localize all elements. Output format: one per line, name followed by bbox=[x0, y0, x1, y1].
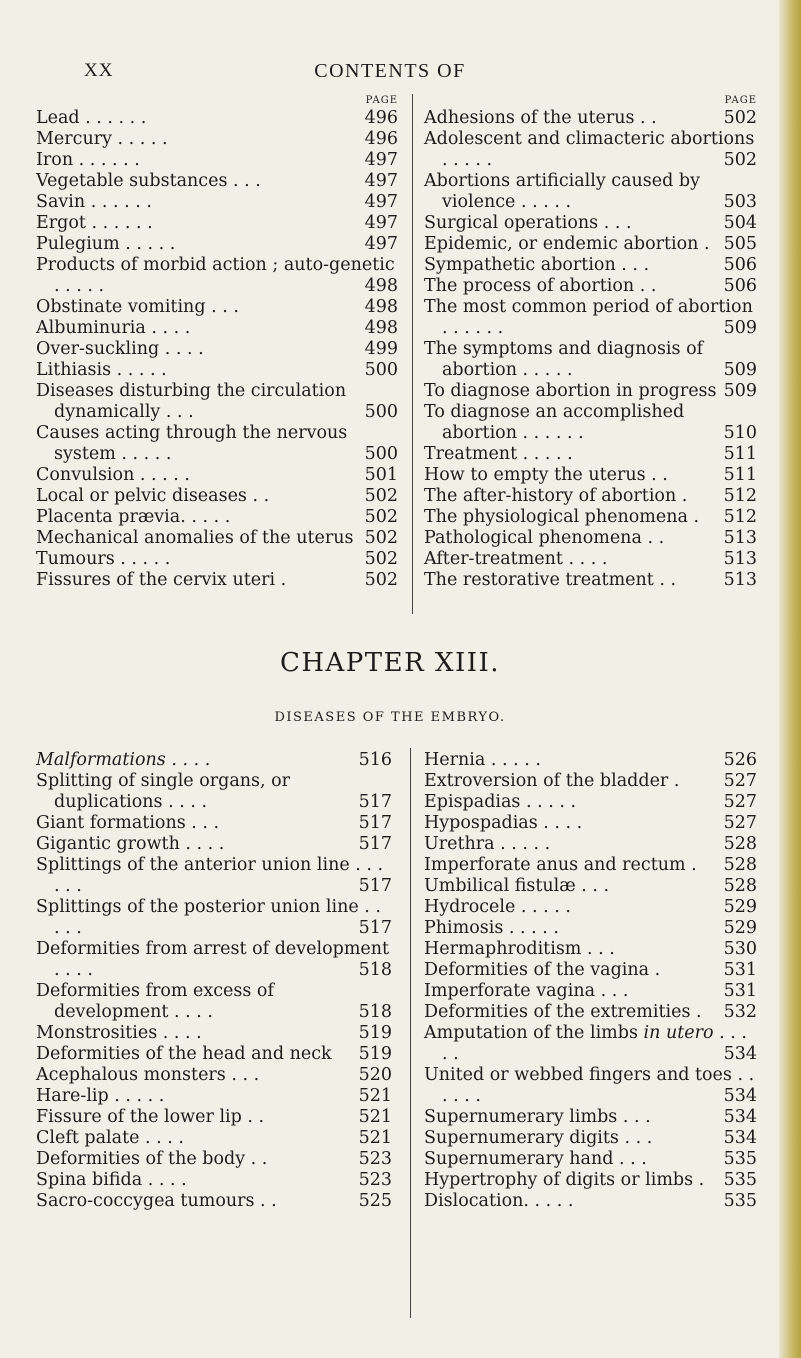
toc-page-number: 529 bbox=[723, 918, 757, 938]
toc-page-number: 500 bbox=[364, 444, 398, 464]
toc-page-number: 506 bbox=[723, 255, 757, 275]
toc-entry bbox=[36, 150, 398, 171]
toc-entry-title: Tumours . . . . . bbox=[36, 549, 171, 569]
toc-entry bbox=[36, 297, 398, 318]
toc-entry bbox=[36, 1128, 392, 1149]
toc-page-number: 535 bbox=[723, 1191, 757, 1211]
toc-entry-title: Abortions artificially caused by violence . . . . . bbox=[424, 171, 700, 212]
running-head bbox=[0, 60, 780, 90]
toc-entry-title: Supernumerary digits . . . bbox=[424, 1128, 653, 1148]
toc-entry-title: Causes acting through the nervous system . . . . . bbox=[36, 423, 348, 464]
toc-page-number: 528 bbox=[723, 876, 757, 896]
toc-page-number: 535 bbox=[723, 1170, 757, 1190]
toc-page-number: 512 bbox=[723, 507, 757, 527]
toc-entry-title: Pulegium . . . . . bbox=[36, 234, 176, 254]
toc-entry-title: Placenta prævia. . . . . bbox=[36, 507, 231, 527]
toc-entry-title: To diagnose abortion in progress bbox=[424, 381, 717, 401]
toc-entry-title: Supernumerary limbs . . . bbox=[424, 1107, 651, 1127]
toc-page-number: 535 bbox=[723, 1149, 757, 1169]
toc-entry bbox=[36, 213, 398, 234]
toc-entry-title: Deformities of the head and neck bbox=[36, 1044, 332, 1064]
toc-entry-title: Sympathetic abortion . . . bbox=[424, 255, 650, 275]
toc-entry bbox=[424, 234, 757, 255]
toc-entry-title: Hare-lip . . . . . bbox=[36, 1086, 165, 1106]
toc-entry-title: Surgical operations . . . bbox=[424, 213, 632, 233]
toc-page-number: 500 bbox=[364, 402, 398, 422]
toc-entry bbox=[36, 750, 392, 771]
toc-page-number: 518 bbox=[358, 1002, 392, 1022]
toc-page-number: 532 bbox=[723, 1002, 757, 1022]
toc-page-number: 531 bbox=[723, 981, 757, 1001]
toc-entry bbox=[36, 255, 398, 297]
toc-page-number: 527 bbox=[723, 813, 757, 833]
toc-column-top-left bbox=[36, 94, 398, 591]
column-divider bbox=[410, 748, 411, 1318]
toc-entry-title: Convulsion . . . . . bbox=[36, 465, 190, 485]
toc-page-number: 517 bbox=[358, 813, 392, 833]
toc-entry bbox=[424, 1149, 757, 1170]
toc-entry-title: Splittings of the anterior union line . . . . . . bbox=[36, 855, 384, 896]
toc-entry-title: Savin . . . . . . bbox=[36, 192, 152, 212]
toc-entry-title: Hydrocele . . . . . bbox=[424, 897, 571, 917]
toc-entry-title: Deformities of the extremities . bbox=[424, 1002, 702, 1022]
chapter-title: CHAPTER XIII. bbox=[279, 648, 501, 678]
toc-page-number: 528 bbox=[723, 855, 757, 875]
toc-entry-title: Dislocation. . . . . bbox=[424, 1191, 574, 1211]
toc-page-number: 513 bbox=[723, 549, 757, 569]
toc-entry-title: After-treatment . . . . bbox=[424, 549, 608, 569]
toc-page-number: 509 bbox=[723, 360, 757, 380]
toc-entry-title: Spina bifida . . . . bbox=[36, 1170, 187, 1190]
column-divider bbox=[412, 94, 413, 614]
toc-entry-title: Gigantic growth . . . . bbox=[36, 834, 225, 854]
chapter-subtitle: DISEASES OF THE EMBRYO. bbox=[274, 710, 506, 725]
toc-entry-title: Epidemic, or endemic abortion . bbox=[424, 234, 710, 254]
toc-page-number: 505 bbox=[723, 234, 757, 254]
toc-page-number: 504 bbox=[723, 213, 757, 233]
toc-entry-italic: in utero bbox=[643, 1023, 714, 1043]
toc-entry bbox=[36, 1170, 392, 1191]
toc-page-number: 499 bbox=[364, 339, 398, 359]
toc-page-number: 498 bbox=[364, 297, 398, 317]
toc-page-number: 502 bbox=[364, 486, 398, 506]
page-edge bbox=[779, 0, 801, 1358]
toc-entry bbox=[36, 528, 398, 549]
toc-entry-title: Amputation of the limbs bbox=[424, 1023, 644, 1043]
toc-page-number: 516 bbox=[358, 750, 392, 770]
toc-page-number: 527 bbox=[723, 771, 757, 791]
toc-entry bbox=[36, 423, 398, 465]
toc-page-number: 509 bbox=[723, 318, 757, 338]
toc-entry-title: Lead . . . . . . bbox=[36, 108, 147, 128]
toc-entry bbox=[36, 108, 398, 129]
toc-page-number: 496 bbox=[364, 108, 398, 128]
toc-page-number: 503 bbox=[723, 192, 757, 212]
toc-page-number: 509 bbox=[723, 381, 757, 401]
toc-entry bbox=[424, 444, 757, 465]
toc-entry-leader: . . . . . bbox=[442, 1023, 747, 1064]
toc-entry-title: Lithiasis . . . . . bbox=[36, 360, 167, 380]
toc-entry bbox=[424, 750, 757, 771]
toc-entry-title: Ergot . . . . . . bbox=[36, 213, 153, 233]
toc-entry bbox=[36, 897, 392, 939]
toc-page-number: 497 bbox=[364, 213, 398, 233]
toc-entry bbox=[424, 1107, 757, 1128]
toc-entry bbox=[36, 813, 392, 834]
toc-entry-title: How to empty the uterus . . bbox=[424, 465, 668, 485]
toc-page-number: 502 bbox=[364, 507, 398, 527]
toc-page-number: 521 bbox=[358, 1086, 392, 1106]
toc-page-number: 534 bbox=[723, 1128, 757, 1148]
toc-entry-title: Hermaphroditism . . . bbox=[424, 939, 615, 959]
toc-page-number: 529 bbox=[723, 897, 757, 917]
toc-entry-title: Extroversion of the bladder . bbox=[424, 771, 680, 791]
toc-entry bbox=[424, 1023, 757, 1065]
toc-entry bbox=[36, 1149, 392, 1170]
toc-entry bbox=[36, 339, 398, 360]
running-title: CONTENTS OF bbox=[314, 60, 466, 82]
toc-page-number: 521 bbox=[358, 1128, 392, 1148]
toc-entry bbox=[424, 465, 757, 486]
toc-entry bbox=[36, 939, 392, 981]
toc-page-number: 512 bbox=[723, 486, 757, 506]
toc-entry bbox=[424, 981, 757, 1002]
toc-page-number: 523 bbox=[358, 1149, 392, 1169]
toc-entry-title: Iron . . . . . . bbox=[36, 150, 140, 170]
toc-page-number: 517 bbox=[358, 876, 392, 896]
toc-entry-title: Fissures of the cervix uteri . bbox=[36, 570, 287, 590]
toc-page-number: 496 bbox=[364, 129, 398, 149]
toc-page-number: 500 bbox=[364, 360, 398, 380]
toc-entry-title: Mechanical anomalies of the uterus bbox=[36, 528, 354, 548]
toc-page-number: 506 bbox=[723, 276, 757, 296]
toc-entry bbox=[36, 549, 398, 570]
toc-entry bbox=[36, 234, 398, 255]
toc-entry-title: Deformities of the vagina . bbox=[424, 960, 661, 980]
toc-entry bbox=[36, 1023, 392, 1044]
toc-entry bbox=[36, 1065, 392, 1086]
toc-entry bbox=[424, 528, 757, 549]
toc-page-number: 497 bbox=[364, 234, 398, 254]
toc-page-number: 534 bbox=[723, 1044, 757, 1064]
toc-entry bbox=[424, 1170, 757, 1191]
toc-entry-title: Products of morbid action ; auto-genetic . . . . . bbox=[36, 255, 395, 296]
toc-entry-title: Deformities from arrest of development . . . . bbox=[36, 939, 390, 980]
toc-entry-title: Umbilical fistulæ . . . bbox=[424, 876, 610, 896]
toc-page-number: 502 bbox=[364, 528, 398, 548]
toc-page-number: 502 bbox=[364, 570, 398, 590]
toc-column-bottom-right bbox=[424, 750, 757, 1212]
toc-entry-title: Mercury . . . . . bbox=[36, 129, 168, 149]
toc-entry-title: Pathological phenomena . . bbox=[424, 528, 665, 548]
toc-entry-title: Urethra . . . . . bbox=[424, 834, 551, 854]
toc-page-number: 526 bbox=[723, 750, 757, 770]
toc-entry bbox=[36, 1086, 392, 1107]
toc-column-top-right bbox=[424, 94, 757, 591]
toc-page-number: 534 bbox=[723, 1086, 757, 1106]
toc-entry bbox=[36, 771, 392, 813]
toc-entry-title: Splitting of single organs, or duplications . . . . bbox=[36, 771, 291, 812]
toc-entry bbox=[36, 381, 398, 423]
toc-entry bbox=[424, 276, 757, 297]
toc-page-number: 531 bbox=[723, 960, 757, 980]
toc-entry bbox=[36, 855, 392, 897]
toc-page-number: 497 bbox=[364, 171, 398, 191]
toc-page-number: 513 bbox=[723, 570, 757, 590]
toc-page-number: 519 bbox=[358, 1044, 392, 1064]
toc-entry-title: Fissure of the lower lip . . bbox=[36, 1107, 265, 1127]
toc-entry-title: Treatment . . . . . bbox=[424, 444, 573, 464]
toc-entry bbox=[424, 876, 757, 897]
toc-entry-title: Phimosis . . . . . bbox=[424, 918, 559, 938]
toc-column-bottom-left bbox=[36, 750, 392, 1212]
toc-entry bbox=[424, 486, 757, 507]
toc-entry-title: Acephalous monsters . . . bbox=[36, 1065, 260, 1085]
toc-entry bbox=[424, 834, 757, 855]
toc-entry bbox=[36, 570, 398, 591]
toc-entry bbox=[424, 297, 757, 339]
toc-entry bbox=[424, 771, 757, 792]
toc-entry-title: Giant formations . . . bbox=[36, 813, 220, 833]
toc-page-number: 502 bbox=[723, 150, 757, 170]
toc-entry bbox=[424, 339, 757, 381]
toc-entry bbox=[36, 465, 398, 486]
toc-entry bbox=[36, 1044, 392, 1065]
toc-entry bbox=[424, 1002, 757, 1023]
toc-entry bbox=[36, 834, 392, 855]
toc-entry bbox=[36, 486, 398, 507]
toc-page-number: 520 bbox=[358, 1065, 392, 1085]
toc-entry bbox=[424, 918, 757, 939]
toc-page-number: 517 bbox=[358, 918, 392, 938]
toc-entry bbox=[36, 507, 398, 528]
toc-page-number: 513 bbox=[723, 528, 757, 548]
toc-entry-title: The restorative treatment . . bbox=[424, 570, 677, 590]
toc-entry-title: Supernumerary hand . . . bbox=[424, 1149, 647, 1169]
toc-entry bbox=[424, 507, 757, 528]
toc-entry-title: Deformities from excess of development . . . . bbox=[36, 981, 274, 1022]
toc-entry bbox=[36, 171, 398, 192]
toc-entry bbox=[36, 981, 392, 1023]
toc-entry bbox=[424, 960, 757, 981]
toc-entry-title: Adhesions of the uterus . . bbox=[424, 108, 657, 128]
toc-page-number: 523 bbox=[358, 1170, 392, 1190]
toc-entry bbox=[424, 813, 757, 834]
toc-entry-title: The process of abortion . . bbox=[424, 276, 657, 296]
toc-entry bbox=[424, 171, 757, 213]
toc-page-number: 517 bbox=[358, 834, 392, 854]
toc-page-number: 498 bbox=[364, 318, 398, 338]
toc-page-number: 528 bbox=[723, 834, 757, 854]
toc-entry bbox=[424, 1065, 757, 1107]
toc-entry-title: Hernia . . . . . bbox=[424, 750, 541, 770]
toc-entry bbox=[36, 360, 398, 381]
toc-entry bbox=[36, 192, 398, 213]
toc-entry-title: Albuminuria . . . . bbox=[36, 318, 191, 338]
toc-page-number: 501 bbox=[364, 465, 398, 485]
toc-page-number: 525 bbox=[358, 1191, 392, 1211]
toc-entry-title: Obstinate vomiting . . . bbox=[36, 297, 239, 317]
toc-entry-title: Monstrosities . . . . bbox=[36, 1023, 202, 1043]
toc-page-number: 497 bbox=[364, 192, 398, 212]
toc-entry bbox=[424, 213, 757, 234]
toc-page-number: 534 bbox=[723, 1107, 757, 1127]
page-column-label: PAGE bbox=[724, 95, 757, 106]
toc-page-number: 498 bbox=[364, 276, 398, 296]
toc-entry-title: Imperforate vagina . . . bbox=[424, 981, 629, 1001]
toc-entry bbox=[36, 1107, 392, 1128]
toc-page-number: 511 bbox=[723, 444, 757, 464]
toc-page-number: 517 bbox=[358, 792, 392, 812]
toc-entry bbox=[424, 1191, 757, 1212]
toc-entry-title: To diagnose an accomplished abortion . . . . . . bbox=[424, 402, 685, 443]
toc-entry-title: Vegetable substances . . . bbox=[36, 171, 261, 191]
toc-entry bbox=[424, 855, 757, 876]
toc-entry-title: The after-history of abortion . bbox=[424, 486, 688, 506]
toc-entry bbox=[424, 570, 757, 591]
toc-entry-title: Imperforate anus and rectum . bbox=[424, 855, 697, 875]
toc-entry-title: Sacro-coccygea tumours . . bbox=[36, 1191, 277, 1211]
toc-entry-title: Cleft palate . . . . bbox=[36, 1128, 184, 1148]
toc-page-number: 502 bbox=[723, 108, 757, 128]
toc-entry-title: Deformities of the body . . bbox=[36, 1149, 268, 1169]
toc-entry bbox=[36, 318, 398, 339]
toc-entry bbox=[424, 381, 757, 402]
toc-entry-title: United or webbed fingers and toes . . . . . . bbox=[424, 1065, 755, 1106]
toc-entry bbox=[424, 402, 757, 444]
toc-entry bbox=[424, 129, 757, 171]
toc-page-number: 510 bbox=[723, 423, 757, 443]
toc-entry-title: Hypertrophy of digits or limbs . bbox=[424, 1170, 705, 1190]
page-folio: XX bbox=[84, 60, 114, 81]
toc-page-number: 530 bbox=[723, 939, 757, 959]
toc-entry bbox=[424, 939, 757, 960]
toc-page-number: 527 bbox=[723, 792, 757, 812]
toc-entry-title: Over-suckling . . . . bbox=[36, 339, 204, 359]
toc-entry-title: The symptoms and diagnosis of abortion . . . . . bbox=[424, 339, 704, 380]
toc-entry-title: Hypospadias . . . . bbox=[424, 813, 583, 833]
page-column-label: PAGE bbox=[365, 95, 398, 106]
toc-entry-title: The physiological phenomena . bbox=[424, 507, 700, 527]
toc-entry bbox=[36, 1191, 392, 1212]
toc-entry-title: Adolescent and climacteric abortions . . . . . bbox=[424, 129, 755, 170]
toc-entry bbox=[424, 549, 757, 570]
toc-page-number: 497 bbox=[364, 150, 398, 170]
toc-entry-title: The most common period of abortion . . . . . . bbox=[424, 297, 753, 338]
toc-entry-title: Diseases disturbing the circulation dynamically . . . bbox=[36, 381, 347, 422]
toc-entry bbox=[424, 108, 757, 129]
toc-page-number: 502 bbox=[364, 549, 398, 569]
toc-entry bbox=[36, 129, 398, 150]
toc-page-number: 518 bbox=[358, 960, 392, 980]
toc-page-number: 511 bbox=[723, 465, 757, 485]
toc-entry-title: Local or pelvic diseases . . bbox=[36, 486, 270, 506]
toc-page-number: 519 bbox=[358, 1023, 392, 1043]
toc-entry-title: Malformations . . . . bbox=[36, 750, 211, 770]
toc-entry bbox=[424, 792, 757, 813]
toc-page-number: 521 bbox=[358, 1107, 392, 1127]
toc-entry bbox=[424, 255, 757, 276]
toc-entry-title: Epispadias . . . . . bbox=[424, 792, 577, 812]
toc-entry bbox=[424, 1128, 757, 1149]
toc-entry-title: Splittings of the posterior union line . . . . . bbox=[36, 897, 381, 938]
toc-entry bbox=[424, 897, 757, 918]
